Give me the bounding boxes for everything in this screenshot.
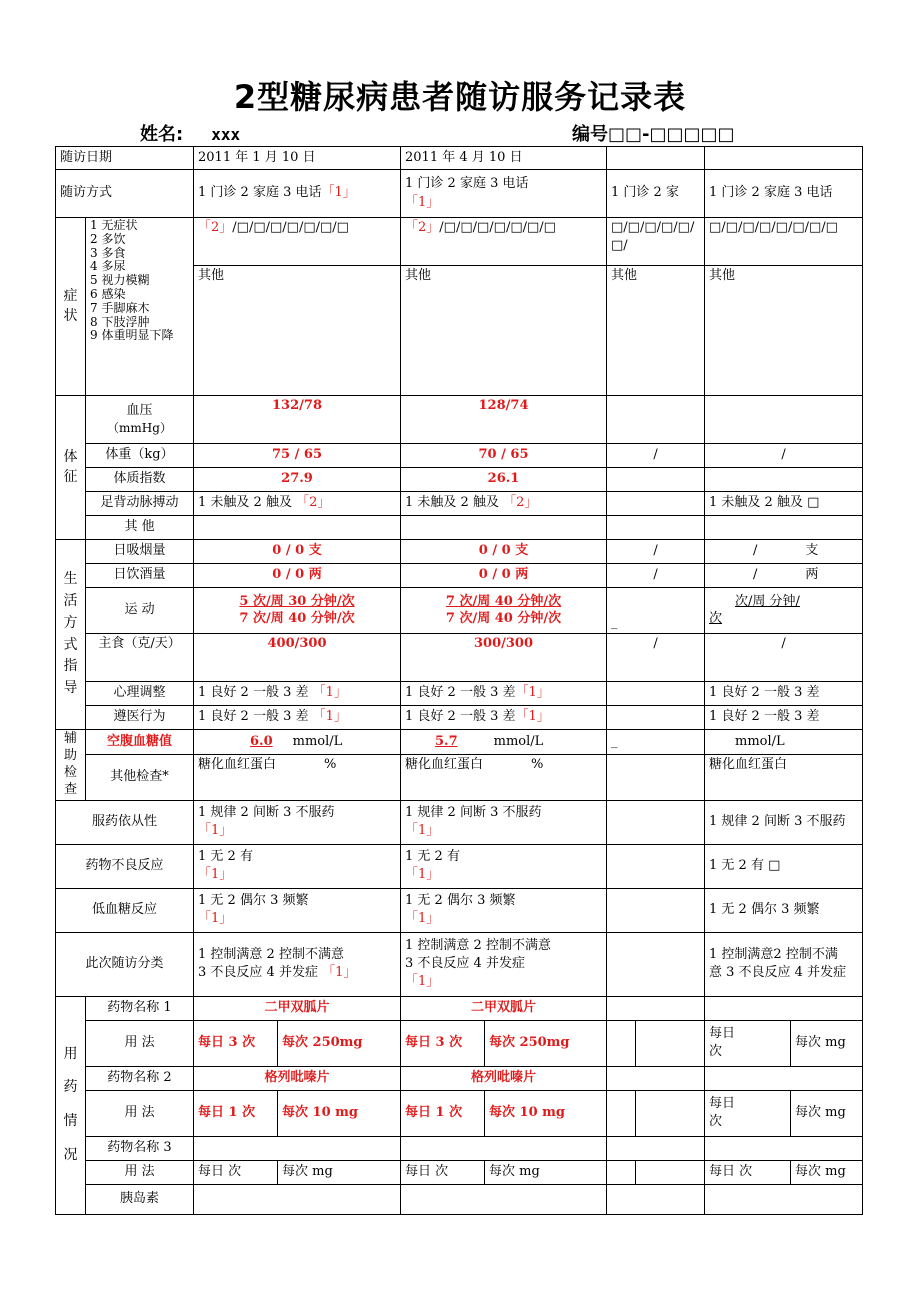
adherence-v3[interactable] xyxy=(607,800,705,844)
adverse-v1-mark: 「1」 xyxy=(198,867,233,883)
hba1c-v1[interactable] xyxy=(194,754,401,800)
exercise-v2-line1: 7 次/周 40 分钟/次 xyxy=(445,594,562,610)
label-date: 随访日期 xyxy=(56,147,194,170)
drug2-freq-v4-b: 次 xyxy=(709,1114,723,1130)
hba1c-v2-unit: % xyxy=(531,756,544,772)
smoke-v4-slash: / xyxy=(753,543,758,559)
adherence-v1[interactable] xyxy=(194,800,401,844)
adherence-v2[interactable] xyxy=(401,800,607,844)
classify-v4-line2: 意 3 不良反应 4 并发症 xyxy=(709,965,847,981)
label-weight: 体重（kg） xyxy=(86,444,194,468)
glucose-v1-unit: mmol/L xyxy=(292,733,343,749)
drink-v2[interactable]: 0 / 0 两 xyxy=(401,564,607,588)
mind-v2-mark: 「1」 xyxy=(515,685,550,701)
classify-v1-mark: 「1」 xyxy=(322,965,357,981)
bmi-v4[interactable] xyxy=(705,468,863,492)
drug1-v3[interactable] xyxy=(607,996,705,1020)
adherence-v4[interactable]: 1 规律 2 间断 3 不服药 xyxy=(705,800,863,844)
adherence-v2-text: 1 规律 2 间断 3 不服药 xyxy=(405,804,542,820)
sign-other-v3[interactable] xyxy=(607,516,705,540)
smoke-v1[interactable]: 0 / 0 支 xyxy=(194,540,401,564)
label-adverse: 药物不良反应 xyxy=(56,844,194,888)
adverse-v1-text: 1 无 2 有 xyxy=(198,848,253,864)
row-drug1-usage xyxy=(56,1020,863,1066)
row-drug1 xyxy=(56,996,863,1020)
drug3-freq-v4[interactable]: 每日 次 xyxy=(705,1160,791,1184)
label-comply: 遵医行为 xyxy=(86,706,194,730)
classify-v1[interactable] xyxy=(194,932,401,996)
pulse-v2-text: 1 未触及 2 触及 xyxy=(405,495,499,511)
drug3-freq-v3[interactable] xyxy=(607,1160,636,1184)
mind-v1-text: 1 良好 2 一般 3 差 xyxy=(198,685,309,701)
smoke-v3[interactable]: / xyxy=(607,540,705,564)
adverse-v3[interactable] xyxy=(607,844,705,888)
classify-v2-line2: 3 不良反应 4 并发症 xyxy=(405,955,525,971)
label-hypo: 低血糖反应 xyxy=(56,888,194,932)
weight-v4[interactable]: / xyxy=(705,444,863,468)
drug1-dose-v2[interactable]: 每次 250mg xyxy=(485,1020,607,1066)
drug1-v1[interactable]: 二甲双胍片 xyxy=(194,996,401,1020)
hypo-v1[interactable] xyxy=(194,888,401,932)
row-bp xyxy=(56,396,863,444)
label-drug1: 药物名称 1 xyxy=(86,996,194,1020)
drug3-v1[interactable] xyxy=(194,1136,401,1160)
method-v4[interactable]: 1 门诊 2 家庭 3 电话 xyxy=(705,170,863,218)
classify-v4[interactable] xyxy=(705,932,863,996)
method-v1-text: 1 门诊 2 家庭 3 电话 xyxy=(198,185,322,201)
label-classify: 此次随访分类 xyxy=(56,932,194,996)
row-classify xyxy=(56,932,863,996)
drug1-freq-v3[interactable] xyxy=(607,1020,636,1066)
glucose-v1[interactable] xyxy=(194,730,401,755)
row-adverse xyxy=(56,844,863,888)
insulin-v3[interactable] xyxy=(607,1184,705,1214)
mind-v1[interactable] xyxy=(194,682,401,706)
method-v2-mark: 「1」 xyxy=(405,194,440,210)
drug2-v1[interactable]: 格列吡嗪片 xyxy=(194,1066,401,1090)
symptom-other-v1[interactable]: 其他 xyxy=(194,266,401,396)
row-mind xyxy=(56,682,863,706)
pulse-v2-mark: 「2」 xyxy=(503,495,538,511)
label-drug2-usage: 用 法 xyxy=(86,1090,194,1136)
drink-v3[interactable]: / xyxy=(607,564,705,588)
comply-v1-text: 1 良好 2 一般 3 差 xyxy=(198,709,309,725)
classify-v2[interactable] xyxy=(401,932,607,996)
drug3-dose-v2[interactable]: 每次 mg xyxy=(485,1160,607,1184)
row-glucose xyxy=(56,730,863,755)
adverse-v2[interactable] xyxy=(401,844,607,888)
drug1-freq-v4-b: 次 xyxy=(709,1044,723,1060)
symptom-v1-mark: 「2」 xyxy=(198,220,233,235)
bmi-v2[interactable]: 26.1 xyxy=(401,468,607,492)
pulse-v1-text: 1 未触及 2 触及 xyxy=(198,495,292,511)
symptom-list xyxy=(86,218,194,396)
drug3-v4[interactable] xyxy=(705,1136,863,1160)
symptom-v1[interactable] xyxy=(194,218,401,266)
drug2-dose-v4[interactable]: 每次 mg xyxy=(791,1090,863,1136)
row-date xyxy=(56,147,863,170)
label-drug3: 药物名称 3 xyxy=(86,1136,194,1160)
smoke-v2[interactable]: 0 / 0 支 xyxy=(401,540,607,564)
hypo-v2-mark: 「1」 xyxy=(405,911,440,927)
drug1-freq-v4[interactable] xyxy=(705,1020,791,1066)
mind-v2[interactable] xyxy=(401,682,607,706)
section-aux: 辅 助 检 查 xyxy=(56,730,86,801)
adherence-v2-mark: 「1」 xyxy=(405,823,440,839)
label-insulin: 胰岛素 xyxy=(86,1184,194,1214)
symptom-4: 4 多尿 xyxy=(90,259,126,274)
label-drug3-usage: 用 法 xyxy=(86,1160,194,1184)
comply-v2[interactable] xyxy=(401,706,607,730)
food-v3[interactable]: / xyxy=(607,634,705,682)
followup-table xyxy=(55,146,863,1215)
symptom-6: 6 感染 xyxy=(90,286,126,301)
classify-v2-line1: 1 控制满意 2 控制不满意 xyxy=(405,937,551,953)
row-pulse xyxy=(56,492,863,516)
mind-v3[interactable] xyxy=(607,682,705,706)
drug2-v3[interactable] xyxy=(607,1066,705,1090)
label-drug2: 药物名称 2 xyxy=(86,1066,194,1090)
pulse-v3[interactable] xyxy=(607,492,705,516)
insulin-v2[interactable] xyxy=(401,1184,607,1214)
hba1c-v4[interactable] xyxy=(705,754,863,800)
pulse-v1-mark: 「2」 xyxy=(296,495,331,511)
name-label: 姓名: xyxy=(140,124,184,145)
insulin-v1[interactable] xyxy=(194,1184,401,1214)
date-v3[interactable] xyxy=(607,147,705,170)
row-food xyxy=(56,634,863,682)
glucose-v2-unit: mmol/L xyxy=(493,733,544,749)
symptom-2: 2 多饮 xyxy=(90,231,126,246)
symptom-1: 1 无症状 xyxy=(90,218,138,232)
row-exercise xyxy=(56,588,863,634)
drug2-freq-v3[interactable] xyxy=(607,1090,636,1136)
drink-v4-slash: / xyxy=(753,567,758,583)
adverse-v2-mark: 「1」 xyxy=(405,867,440,883)
hypo-v2-text: 1 无 2 偶尔 3 频繁 xyxy=(405,892,516,908)
mind-v4[interactable]: 1 良好 2 一般 3 差 xyxy=(705,682,863,706)
weight-v2[interactable]: 70 / 65 xyxy=(401,444,607,468)
glucose-v2-value: 5.7 xyxy=(435,733,458,749)
symptom-v3[interactable]: □/□/□/□/□/□/ xyxy=(607,218,705,266)
symptom-5: 5 视力模糊 xyxy=(90,273,150,288)
method-v1[interactable] xyxy=(194,170,401,218)
row-method xyxy=(56,170,863,218)
symptom-other-v3[interactable]: 其他 xyxy=(607,266,705,396)
hba1c-v3[interactable] xyxy=(607,754,705,800)
section-meds: 用 药 情 况 xyxy=(56,996,86,1214)
row-drug2-usage xyxy=(56,1090,863,1136)
adherence-v1-mark: 「1」 xyxy=(198,823,233,839)
exercise-v2-line2: 7 次/周 40 分钟/次 xyxy=(445,610,562,626)
label-mind: 心理调整 xyxy=(86,682,194,706)
pulse-v1[interactable] xyxy=(194,492,401,516)
label-other-check: 其他检查* xyxy=(86,754,194,800)
hypo-v3[interactable] xyxy=(607,888,705,932)
date-v4[interactable] xyxy=(705,147,863,170)
bp-label: 血压 xyxy=(126,403,153,418)
date-v2[interactable]: 2011 年 4 月 10 日 xyxy=(401,147,607,170)
drug1-dose-v4[interactable]: 每次 mg xyxy=(791,1020,863,1066)
drug1-dose-v1[interactable]: 每次 250mg xyxy=(278,1020,401,1066)
drug1-v4[interactable] xyxy=(705,996,863,1020)
glucose-v4-unit: mmol/L xyxy=(735,733,785,749)
comply-v2-mark: 「1」 xyxy=(515,709,550,725)
row-smoke xyxy=(56,540,863,564)
bp-v4[interactable] xyxy=(705,396,863,444)
glucose-v2[interactable] xyxy=(401,730,607,755)
drug1-freq-v2[interactable]: 每日 3 次 xyxy=(401,1020,485,1066)
classify-v3[interactable] xyxy=(607,932,705,996)
exercise-v2[interactable] xyxy=(401,588,607,634)
row-adherence xyxy=(56,800,863,844)
row-other-check xyxy=(56,754,863,800)
name-value: xxx xyxy=(211,125,241,144)
classify-v1-line2: 3 不良反应 4 并发症 xyxy=(198,965,318,981)
row-comply xyxy=(56,706,863,730)
label-bmi: 体质指数 xyxy=(86,468,194,492)
adverse-v1[interactable] xyxy=(194,844,401,888)
label-glucose: 空腹血糖值 xyxy=(86,730,194,755)
exercise-v1-line1: 5 次/周 30 分钟/次 xyxy=(239,594,355,610)
label-drug1-usage: 用 法 xyxy=(86,1020,194,1066)
glucose-v3[interactable]: _ xyxy=(607,730,705,755)
section-symptom: 症 状 xyxy=(56,218,86,396)
classify-v4-line1: 1 控制满意2 控制不满 xyxy=(709,946,838,962)
classify-v2-mark: 「1」 xyxy=(405,974,440,990)
row-drug3-usage xyxy=(56,1160,863,1184)
drug3-dose-v4[interactable]: 每次 mg xyxy=(791,1160,863,1184)
row-bmi xyxy=(56,468,863,492)
date-v1[interactable]: 2011 年 1 月 10 日 xyxy=(194,147,401,170)
bp-v3[interactable] xyxy=(607,396,705,444)
drug3-dose-v3[interactable] xyxy=(636,1160,705,1184)
weight-v1[interactable]: 75 / 65 xyxy=(194,444,401,468)
method-v1-mark: 「1」 xyxy=(321,185,356,201)
symptom-other-v2[interactable]: 其他 xyxy=(401,266,607,396)
sign-other-v1[interactable] xyxy=(194,516,401,540)
adherence-v1-text: 1 规律 2 间断 3 不服药 xyxy=(198,804,335,820)
drink-v4[interactable] xyxy=(705,564,863,588)
comply-v1-mark: 「1」 xyxy=(312,709,347,725)
row-drug2 xyxy=(56,1066,863,1090)
symptom-3: 3 多食 xyxy=(90,245,126,260)
symptom-v2[interactable] xyxy=(401,218,607,266)
section-sign: 体 征 xyxy=(56,396,86,540)
drug1-v2[interactable]: 二甲双胍片 xyxy=(401,996,607,1020)
drug3-v3[interactable] xyxy=(607,1136,705,1160)
exercise-v4-line2: 次 xyxy=(709,610,723,626)
label-drink: 日饮酒量 xyxy=(86,564,194,588)
label-smoke: 日吸烟量 xyxy=(86,540,194,564)
hypo-v1-text: 1 无 2 偶尔 3 频繁 xyxy=(198,892,309,908)
mind-v2-text: 1 良好 2 一般 3 差 xyxy=(405,685,516,701)
label-method: 随访方式 xyxy=(56,170,194,218)
symptom-9: 9 体重明显下降 xyxy=(90,328,174,343)
hba1c-v1-label: 糖化血红蛋白 xyxy=(198,756,277,772)
section-life: 生 活 方 式 指 导 xyxy=(56,540,86,730)
glucose-v1-value: 6.0 xyxy=(250,733,273,749)
label-pulse: 足背动脉搏动 xyxy=(86,492,194,516)
row-drink xyxy=(56,564,863,588)
sign-other-v4[interactable] xyxy=(705,516,863,540)
hypo-v1-mark: 「1」 xyxy=(198,911,233,927)
hba1c-v2-label: 糖化血红蛋白 xyxy=(405,756,484,772)
label-adherence: 服药依从性 xyxy=(56,800,194,844)
drug3-freq-v2[interactable]: 每日 次 xyxy=(401,1160,485,1184)
adverse-v4[interactable]: 1 无 2 有 □ xyxy=(705,844,863,888)
weight-v3[interactable]: / xyxy=(607,444,705,468)
drug2-freq-v1[interactable]: 每日 1 次 xyxy=(194,1090,278,1136)
drug2-freq-v2[interactable]: 每日 1 次 xyxy=(401,1090,485,1136)
symptom-8: 8 下肢浮肿 xyxy=(90,314,150,329)
method-v2-text: 1 门诊 2 家庭 3 电话 xyxy=(405,176,529,192)
drug2-freq-v4-a: 每日 xyxy=(709,1095,736,1111)
exercise-v3[interactable]: _ xyxy=(607,588,705,634)
label-bp xyxy=(86,396,194,444)
food-v2[interactable]: 300/300 xyxy=(401,634,607,682)
method-v2[interactable] xyxy=(401,170,607,218)
drink-v1[interactable]: 0 / 0 两 xyxy=(194,564,401,588)
smoke-v4[interactable] xyxy=(705,540,863,564)
hba1c-v4-label: 糖化血红蛋白 xyxy=(709,756,788,772)
adverse-v2-text: 1 无 2 有 xyxy=(405,848,460,864)
label-exercise: 运 动 xyxy=(86,588,194,634)
insulin-v4[interactable] xyxy=(705,1184,863,1214)
food-v1[interactable]: 400/300 xyxy=(194,634,401,682)
row-insulin xyxy=(56,1184,863,1214)
label-food: 主食（克/天） xyxy=(86,634,194,682)
drug2-v2[interactable]: 格列吡嗪片 xyxy=(401,1066,607,1090)
pulse-v2[interactable] xyxy=(401,492,607,516)
drug2-dose-v2[interactable]: 每次 10 mg xyxy=(485,1090,607,1136)
drug3-v2[interactable] xyxy=(401,1136,607,1160)
label-sign-other: 其 他 xyxy=(86,516,194,540)
hba1c-v1-unit: % xyxy=(324,756,337,772)
classify-v1-line1: 1 控制满意 2 控制不满意 xyxy=(198,946,344,962)
symptom-v1-boxes: /□/□/□/□/□/□/□ xyxy=(232,220,349,235)
row-drug3 xyxy=(56,1136,863,1160)
drug1-freq-v1[interactable]: 每日 3 次 xyxy=(194,1020,278,1066)
patient-name xyxy=(140,120,240,146)
drug2-dose-v1[interactable]: 每次 10 mg xyxy=(278,1090,401,1136)
exercise-v4-line1: 次/周 分钟/ xyxy=(735,594,800,610)
exercise-v1-line2: 7 次/周 40 分钟/次 xyxy=(239,610,355,626)
drug2-v4[interactable] xyxy=(705,1066,863,1090)
record-number: 编号□□-□□□□□ xyxy=(572,124,735,145)
page-title: 2型糖尿病患者随访服务记录表 xyxy=(233,78,687,116)
drug3-freq-v1[interactable]: 每日 次 xyxy=(194,1160,278,1184)
smoke-v4-unit: 支 xyxy=(805,543,819,559)
drug1-freq-v4-a: 每日 xyxy=(709,1025,736,1041)
symptom-other-v4[interactable]: 其他 xyxy=(705,266,863,396)
row-symptom-boxes xyxy=(56,218,863,266)
drug3-dose-v1[interactable]: 每次 mg xyxy=(278,1160,401,1184)
food-v4[interactable]: / xyxy=(705,634,863,682)
bp-v1[interactable]: 132/78 xyxy=(194,396,401,444)
comply-v3[interactable] xyxy=(607,706,705,730)
sign-other-v2[interactable] xyxy=(401,516,607,540)
bp-unit: （mmHg） xyxy=(107,421,172,436)
hba1c-v2[interactable] xyxy=(401,754,607,800)
method-v3[interactable]: 1 门诊 2 家 xyxy=(607,170,705,218)
row-sign-other xyxy=(56,516,863,540)
symptom-v2-boxes: /□/□/□/□/□/□/□ xyxy=(439,220,556,235)
drink-v4-unit: 两 xyxy=(805,567,819,583)
symptom-v4[interactable]: □/□/□/□/□/□/□/□ xyxy=(705,218,863,266)
row-hypo xyxy=(56,888,863,932)
hypo-v2[interactable] xyxy=(401,888,607,932)
drug2-dose-v3[interactable] xyxy=(636,1090,705,1136)
pulse-v4[interactable]: 1 未触及 2 触及 □ xyxy=(705,492,863,516)
row-weight xyxy=(56,444,863,468)
mind-v1-mark: 「1」 xyxy=(312,685,347,701)
symptom-7: 7 手脚麻木 xyxy=(90,300,150,315)
bmi-v3[interactable] xyxy=(607,468,705,492)
drug2-freq-v4[interactable] xyxy=(705,1090,791,1136)
drug1-dose-v3[interactable] xyxy=(636,1020,705,1066)
comply-v2-text: 1 良好 2 一般 3 差 xyxy=(405,709,516,725)
exercise-v1[interactable] xyxy=(194,588,401,634)
glucose-v4[interactable] xyxy=(705,730,863,755)
comply-v4[interactable]: 1 良好 2 一般 3 差 xyxy=(705,706,863,730)
exercise-v4[interactable] xyxy=(705,588,863,634)
hypo-v4[interactable]: 1 无 2 偶尔 3 频繁 xyxy=(705,888,863,932)
symptom-v2-mark: 「2」 xyxy=(405,220,440,235)
bp-v2[interactable]: 128/74 xyxy=(401,396,607,444)
bmi-v1[interactable]: 27.9 xyxy=(194,468,401,492)
comply-v1[interactable] xyxy=(194,706,401,730)
